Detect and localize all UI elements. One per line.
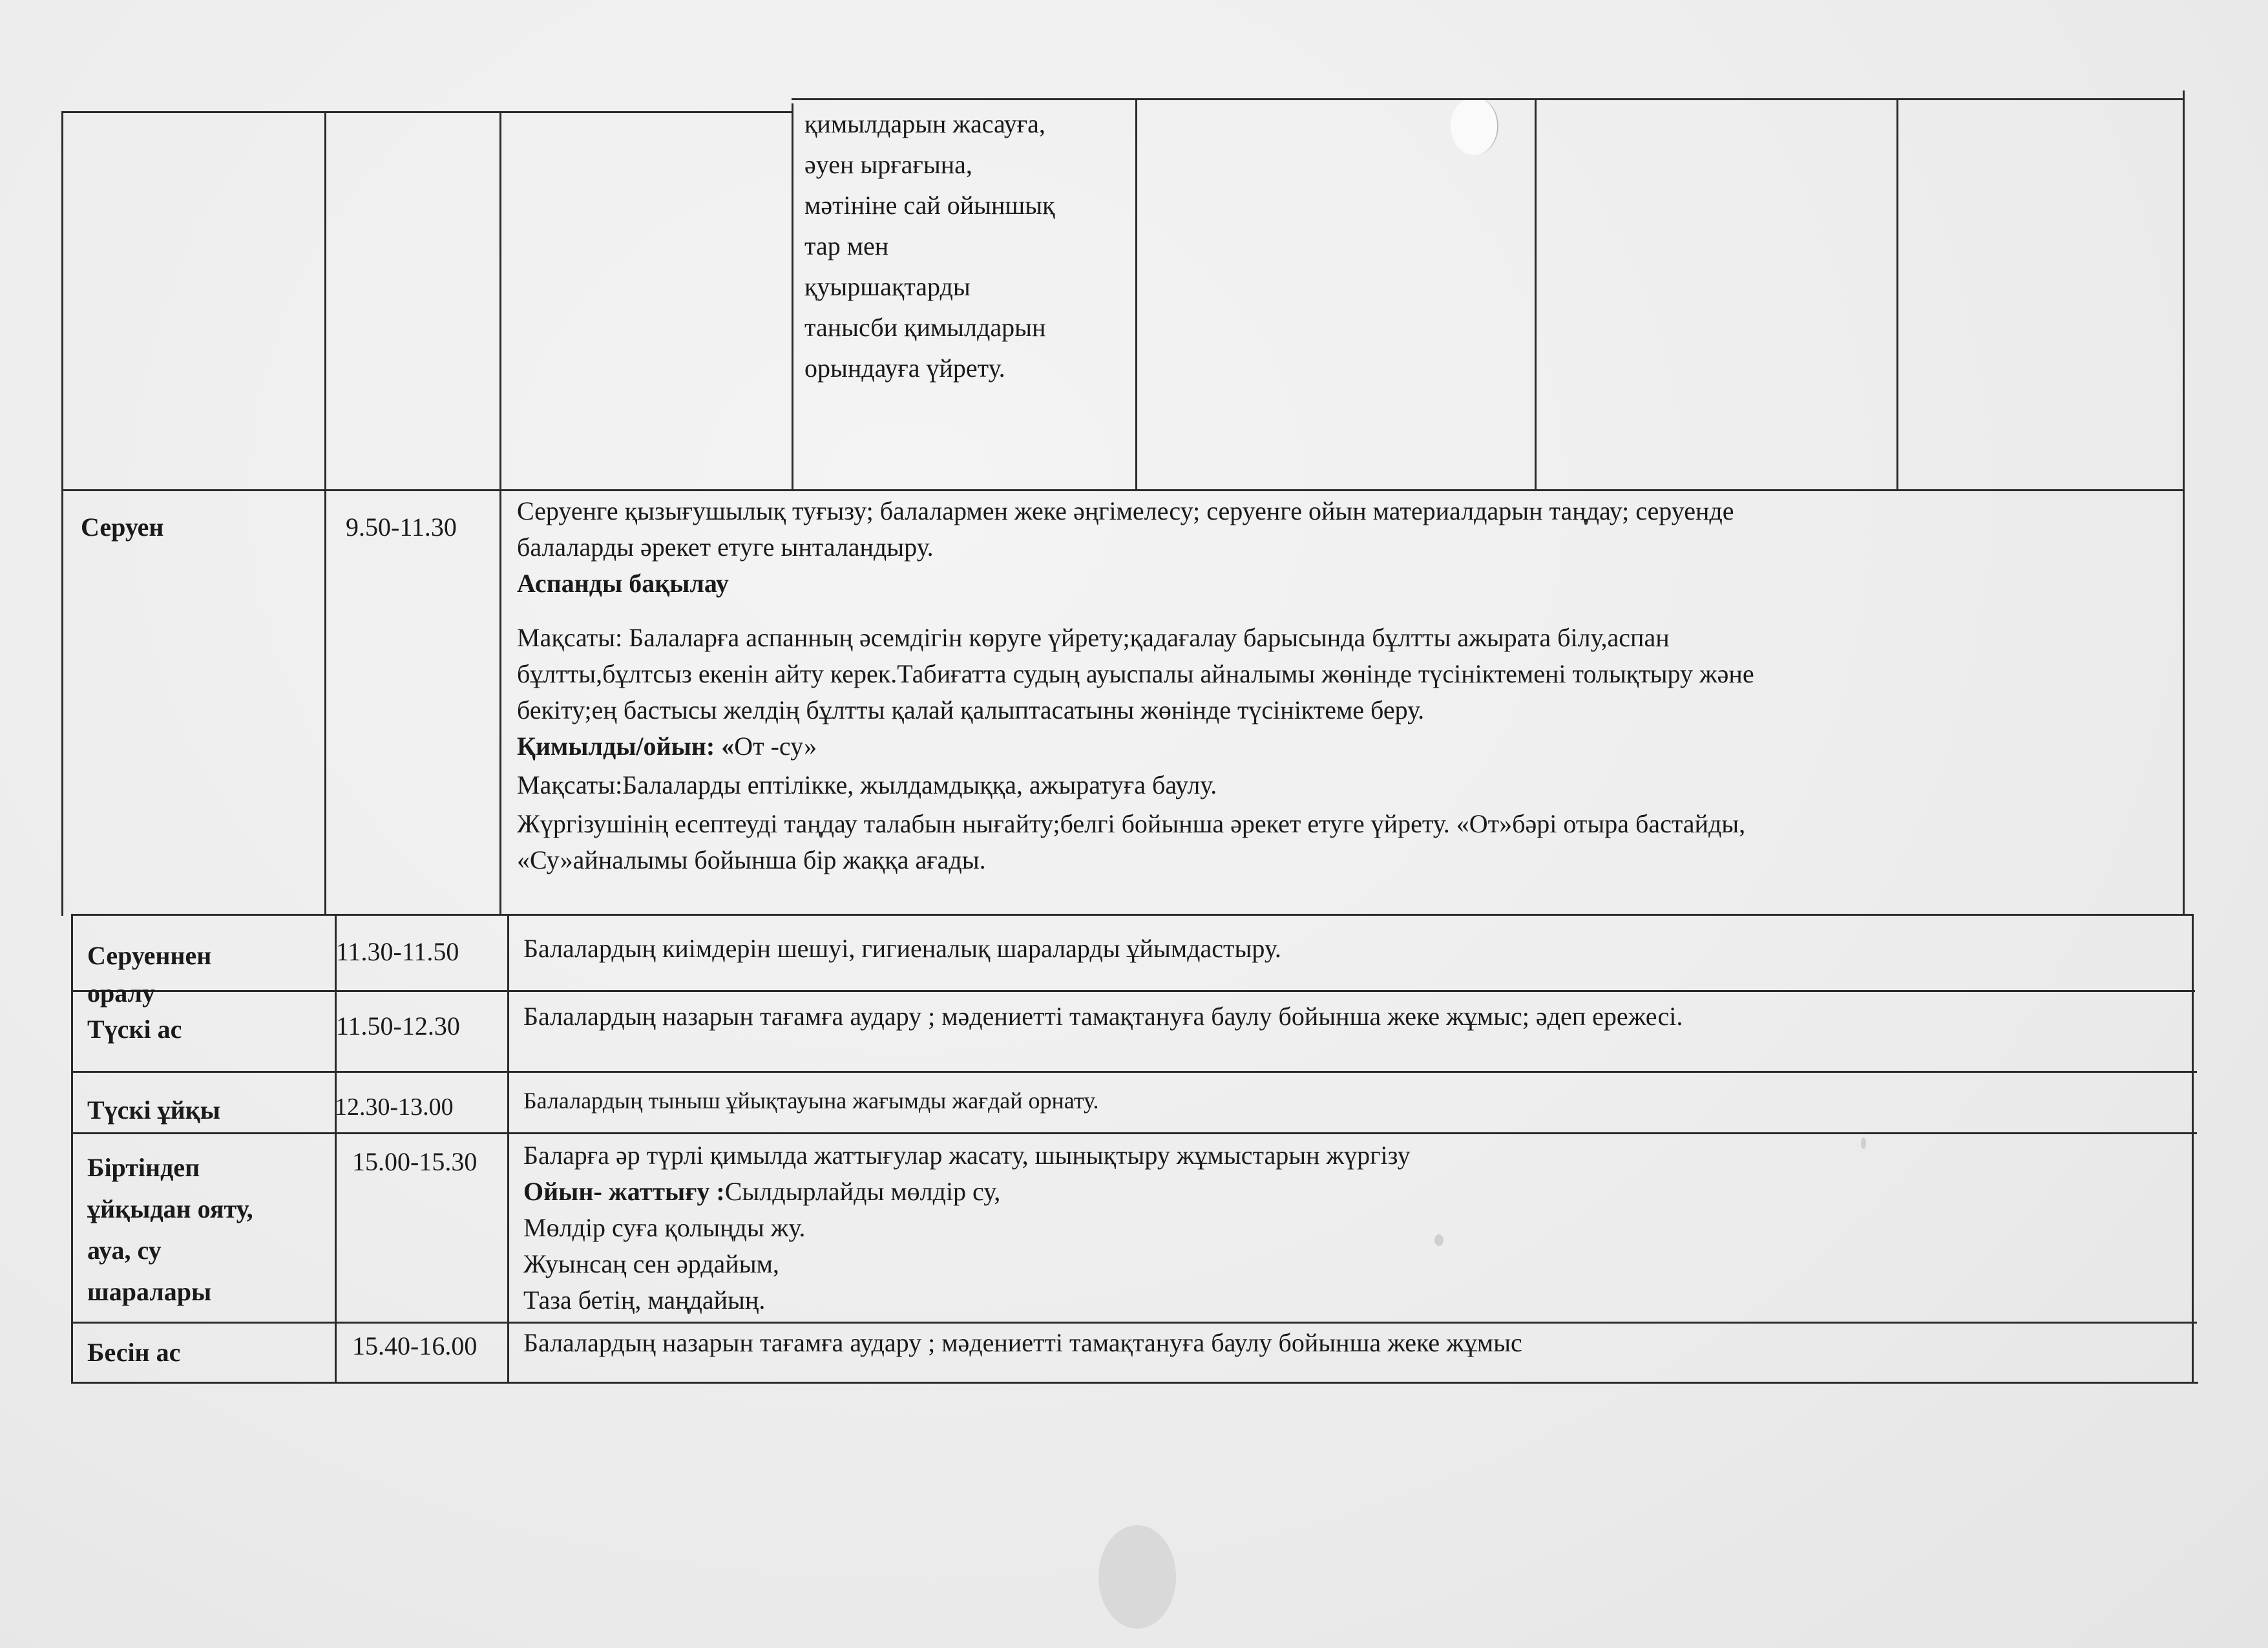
wake-label: [87, 1147, 253, 1313]
walk-label: Серуен: [81, 512, 164, 542]
rule-col-top-3: [499, 111, 501, 489]
walk-game-rule: «Су»айналымы бойынша бір жаққа ағады.: [517, 845, 986, 874]
return-label-line: Серуеннен: [87, 941, 212, 970]
rule-row-lunch: [71, 990, 2195, 992]
return-text: Балалардың киімдерін шешуі, гигиеналық шараларды ұйымдастыру.: [523, 934, 1281, 963]
wake-label-line: Біртіндеп: [87, 1153, 200, 1182]
return-label: [87, 937, 211, 1012]
rule-row-wake: [71, 1132, 2197, 1134]
rule-row-walk: [61, 489, 2185, 491]
wake-label-line: шаралары: [87, 1277, 212, 1306]
walk-content: [517, 493, 1754, 878]
continuation-line: тар мен: [804, 231, 889, 260]
walk-game-label: Қимылды/ойын: «: [517, 732, 735, 761]
nap-label: Түскі ұйқы: [87, 1095, 220, 1125]
scan-speck: [1861, 1137, 1866, 1149]
wake-time: 15.00-15.30: [352, 1147, 478, 1176]
walk-intro-line: балаларды әрекет етуге ынталандыру.: [517, 533, 934, 562]
walk-time: 9.50-11.30: [346, 512, 457, 542]
walk-goal-line: бекіту;ең бастысы желдің бұлтты қалай қалыптасатыны жөнінде түсініктеме беру.: [517, 695, 1425, 724]
lunch-time: 11.50-12.30: [336, 1011, 460, 1041]
lunch-text: Балалардың назарын тағамға аудару ; мәдениетті тамақтануға баулу бойынша жеке жұмыс; әдеп ережесі.: [523, 1002, 1683, 1031]
snack-text: Балалардың назарын тағамға аудару ; мәдениетті тамақтануға баулу бойынша жеке жұмыс: [523, 1328, 1522, 1357]
scan-smudge: [1098, 1525, 1176, 1629]
continuation-line: мәтініне сай ойыншық: [804, 191, 1055, 220]
wake-game-line: Сылдырлайды мөлдір су,: [724, 1177, 1001, 1206]
continuation-line: қимылдарын жасауға,: [804, 109, 1045, 138]
return-time: 11.30-11.50: [336, 937, 459, 966]
rule-col-top-2: [324, 111, 326, 489]
wake-game-first: [523, 1174, 1411, 1210]
rule-top-right: [792, 98, 2184, 100]
rule-col-text-lower: [507, 914, 509, 1384]
rule-col-left-lower: [71, 914, 73, 1384]
wake-game-label: Ойын- жаттығу :: [523, 1177, 725, 1206]
rule-col-top-4: [792, 103, 793, 489]
nap-text: Балалардың тыныш ұйықтауына жағымды жағдай орнату.: [523, 1088, 1099, 1114]
walk-heading: Аспанды бақылау: [517, 569, 729, 598]
rule-col-top-5: [1135, 100, 1137, 489]
rule-top: [61, 111, 792, 113]
snack-time: 15.40-16.00: [352, 1331, 478, 1360]
continuation-line: әуен ырғағына,: [804, 150, 972, 179]
continuation-line: танысби қимылдарын: [804, 313, 1046, 342]
rule-col-time-lower: [335, 914, 337, 1384]
walk-game-title: [517, 728, 1754, 765]
walk-game-name: От -су»: [734, 732, 817, 761]
punch-hole-mark: [1451, 97, 1498, 155]
rule-col-top-8: [2183, 90, 2185, 489]
rule-col-text: [499, 489, 501, 916]
lunch-label: Түскі ас: [87, 1015, 182, 1044]
rule-row-snack: [71, 1322, 2197, 1324]
walk-goal-line: бұлтты,бұлтсыз екенін айту керек.Табиғатта судың ауыспалы айналымы жөнінде түсініктемені толықтыру және: [517, 659, 1754, 688]
scan-speck: [1434, 1234, 1444, 1246]
wake-label-line: ұйқыдан ояту,: [87, 1194, 253, 1223]
walk-goal-line: Мақсаты: Балаларға аспанның әсемдігін көруге үйрету;қадағалау барысында бұлтты ажырата білу,аспан: [517, 623, 1670, 652]
rule-col-right-lower: [2192, 914, 2194, 1384]
wake-content: [523, 1137, 1411, 1318]
rule-col-top-1: [61, 111, 63, 489]
rule-row-nap: [71, 1071, 2197, 1073]
rule-row-return: [71, 914, 2192, 916]
wake-game-line: Мөлдір суға қолыңды жу.: [523, 1213, 806, 1242]
rule-col-top-6: [1535, 99, 1537, 489]
rule-bottom: [72, 1382, 2198, 1384]
nap-time: 12.30-13.00: [335, 1093, 454, 1121]
rule-col-time: [324, 489, 326, 916]
wake-game-line: Таза бетің, маңдайың.: [523, 1285, 766, 1315]
wake-label-line: ауа, су: [87, 1236, 162, 1265]
walk-game-goal: Мақсаты:Балаларды ептілікке, жылдамдыққа, ажыратуға баулу.: [517, 770, 1217, 799]
wake-game-line: Жуынсаң сен әрдайым,: [523, 1249, 779, 1278]
wake-text: Баларға әр түрлі қимылда жаттығулар жасату, шынықтыру жұмыстарын жүргізу: [523, 1141, 1411, 1170]
walk-game-rule: Жүргізушінің есептеуді таңдау талабын нығайту;белгі бойынша әрекет етуге үйрету. «От»бәрі отыра бастайды,: [517, 809, 1746, 838]
continuation-line: орындауға үйрету.: [804, 354, 1005, 383]
rule-col-left: [61, 489, 63, 916]
return-label-line: оралу: [87, 978, 156, 1008]
continuation-cell: [804, 103, 1055, 388]
walk-intro-line: Серуенге қызығушылық туғызу; балалармен жеке әңгімелесу; серуенге ойын материалдарын таңдау; серуенде: [517, 496, 1734, 525]
continuation-line: қуыршақтарды: [804, 272, 971, 301]
rule-col-top-7: [1896, 98, 1898, 489]
rule-col-right: [2183, 489, 2185, 916]
snack-label: Бесін ас: [87, 1338, 181, 1367]
